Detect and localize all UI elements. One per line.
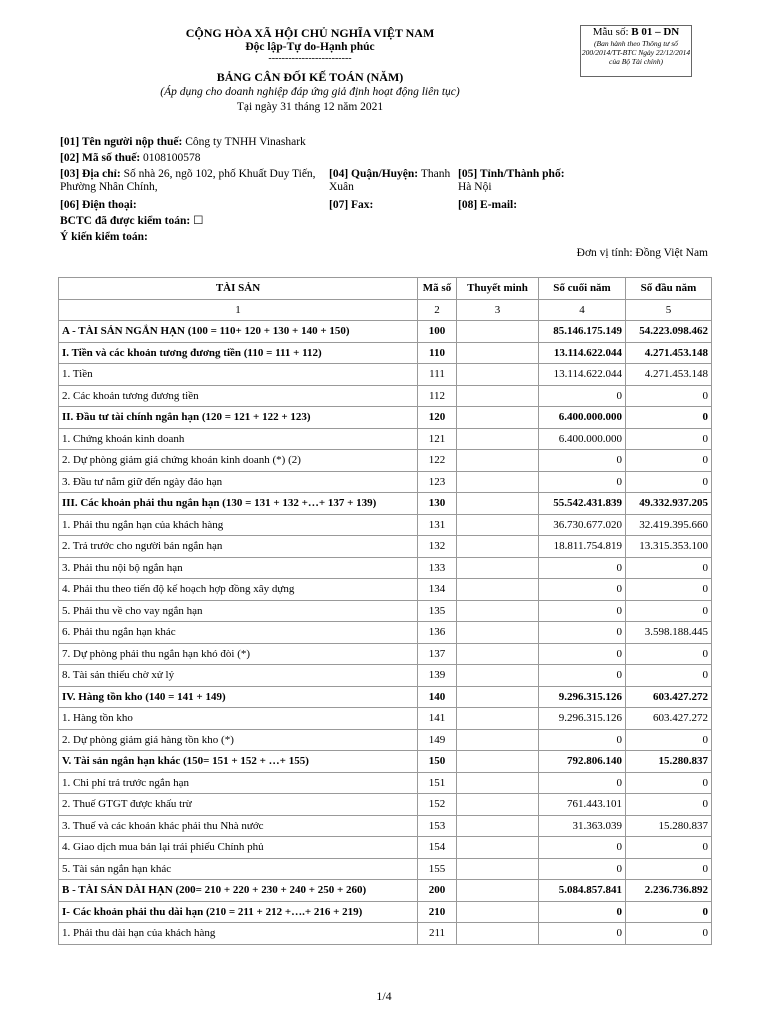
row-begin-value: 0 [626,385,712,407]
table-row [59,407,712,429]
table-row [59,837,712,859]
row-end-value: 0 [539,385,626,407]
table-row [59,321,712,343]
row-code: 130 [418,493,457,515]
row-code: 210 [418,901,457,923]
table-row [59,815,712,837]
taxcode-line: [02] Mã số thuế: 0108100578 [60,152,201,164]
phone-line: [06] Điện thoại: [60,199,137,211]
row-begin-value: 32.419.395.660 [626,514,712,536]
table-row [59,665,712,687]
row-note [457,385,539,407]
row-end-value: 55.542.431.839 [539,493,626,515]
row-end-value: 85.146.175.149 [539,321,626,343]
row-end-value: 0 [539,665,626,687]
row-code: 154 [418,837,457,859]
row-begin-value: 0 [626,837,712,859]
national-motto: Độc lập-Tự do-Hạnh phúc [245,41,375,53]
row-label: A - TÀI SẢN NGẮN HẠN (100 = 110+ 120 + 130 + 140 + 150) [59,321,418,343]
row-note [457,815,539,837]
table-header-row [59,278,712,300]
row-begin-value: 603.427.272 [626,686,712,708]
row-note [457,471,539,493]
row-code: 122 [418,450,457,472]
row-code: 133 [418,557,457,579]
row-label: I- Các khoản phải thu dài hạn (210 = 211 + 212 +….+ 216 + 219) [59,901,418,923]
row-end-value: 0 [539,772,626,794]
row-begin-value: 15.280.837 [626,815,712,837]
row-begin-value: 4.271.453.148 [626,342,712,364]
taxpayer-line: [01] Tên người nộp thuế: Công ty TNHH Vinashark [60,136,306,148]
row-end-value: 0 [539,579,626,601]
row-end-value: 9.296.315.126 [539,686,626,708]
row-begin-value: 15.280.837 [626,751,712,773]
row-note [457,686,539,708]
row-begin-value: 13.315.353.100 [626,536,712,558]
col-index: 5 [626,299,712,321]
row-note [457,794,539,816]
table-row [59,493,712,515]
row-note [457,579,539,601]
row-begin-value: 0 [626,729,712,751]
row-note [457,837,539,859]
district-block: [04] Quận/Huyện: Thanh Xuân [329,168,451,193]
table-index-row [59,299,712,321]
col-index: 1 [59,299,418,321]
row-label: 2. Trả trước cho người bán ngắn hạn [59,536,418,558]
row-label: II. Đầu tư tài chính ngắn hạn (120 = 121 + 122 + 123) [59,407,418,429]
table-row [59,901,712,923]
row-code: 211 [418,923,457,945]
row-begin-value: 0 [626,428,712,450]
form-code-note: (Ban hành theo Thông tư số 200/2014/TT-BTC Ngày 22/12/2014 của Bộ Tài chính) [581,39,691,66]
row-label: 7. Dự phòng phải thu ngắn hạn khó đòi (*) [59,643,418,665]
row-begin-value: 0 [626,794,712,816]
row-label: 8. Tài sản thiếu chờ xử lý [59,665,418,687]
row-note [457,665,539,687]
row-code: 112 [418,385,457,407]
col-header-code: Mã số [418,278,457,300]
row-label: 3. Thuế và các khoản khác phải thu Nhà nước [59,815,418,837]
table-row [59,622,712,644]
row-begin-value: 0 [626,450,712,472]
row-code: 141 [418,708,457,730]
row-label: 4. Phải thu theo tiến độ kế hoạch hợp đồng xây dựng [59,579,418,601]
row-end-value: 0 [539,450,626,472]
row-code: 136 [418,622,457,644]
row-begin-value: 0 [626,600,712,622]
table-row [59,643,712,665]
row-note [457,364,539,386]
fax-line: [07] Fax: [329,199,374,211]
row-note [457,729,539,751]
row-note [457,407,539,429]
row-end-value: 18.811.754.819 [539,536,626,558]
table-row [59,794,712,816]
row-begin-value: 2.236.736.892 [626,880,712,902]
col-index: 4 [539,299,626,321]
row-label: 1. Phải thu ngắn hạn của khách hàng [59,514,418,536]
row-note [457,858,539,880]
row-end-value: 0 [539,858,626,880]
row-code: 200 [418,880,457,902]
row-end-value: 0 [539,600,626,622]
row-end-value: 0 [539,837,626,859]
row-begin-value: 49.332.937.205 [626,493,712,515]
row-note [457,923,539,945]
table-row [59,923,712,945]
row-label: 1. Chi phí trả trước ngắn hạn [59,772,418,794]
row-code: 140 [418,686,457,708]
row-label: B - TÀI SẢN DÀI HẠN (200= 210 + 220 + 230 + 240 + 250 + 260) [59,880,418,902]
row-note [457,450,539,472]
row-code: 132 [418,536,457,558]
row-label: 1. Tiền [59,364,418,386]
col-header-end-of-year: Số cuối năm [539,278,626,300]
header-separator: ------------------------- [268,53,352,64]
table-row [59,514,712,536]
row-note [457,536,539,558]
row-label: 1. Phải thu dài hạn của khách hàng [59,923,418,945]
table-row [59,858,712,880]
row-code: 123 [418,471,457,493]
table-row [59,600,712,622]
row-end-value: 0 [539,901,626,923]
country-name: CỘNG HÒA XÃ HỘI CHỦ NGHĨA VIỆT NAM [185,26,435,40]
row-label: 2. Dự phòng giảm giá hàng tồn kho (*) [59,729,418,751]
row-begin-value: 4.271.453.148 [626,364,712,386]
table-row [59,557,712,579]
table-row [59,428,712,450]
row-label: 2. Dự phòng giảm giá chứng khoán kinh doanh (*) (2) [59,450,418,472]
row-end-value: 0 [539,622,626,644]
table-row [59,729,712,751]
row-label: 1. Hàng tồn kho [59,708,418,730]
row-label: 6. Phải thu ngắn hạn khác [59,622,418,644]
table-row [59,342,712,364]
table-row [59,708,712,730]
row-note [457,643,539,665]
report-date: Tại ngày 31 tháng 12 năm 2021 [236,101,384,113]
row-end-value: 0 [539,557,626,579]
row-code: 131 [418,514,457,536]
table-row [59,471,712,493]
row-end-value: 5.084.857.841 [539,880,626,902]
row-label: 5. Tài sản ngắn hạn khác [59,858,418,880]
row-note [457,901,539,923]
row-begin-value: 0 [626,772,712,794]
table-row [59,772,712,794]
row-label: V. Tài sản ngắn hạn khác (150= 151 + 152 + …+ 155) [59,751,418,773]
row-code: 139 [418,665,457,687]
row-begin-value: 54.223.098.462 [626,321,712,343]
row-end-value: 13.114.622.044 [539,364,626,386]
row-code: 110 [418,342,457,364]
audited-line: BCTC đã được kiểm toán: ☐ [60,215,204,227]
row-label: 2. Thuế GTGT được khấu trừ [59,794,418,816]
row-code: 153 [418,815,457,837]
row-end-value: 9.296.315.126 [539,708,626,730]
row-code: 100 [418,321,457,343]
row-label: 3. Đầu tư nắm giữ đến ngày đáo hạn [59,471,418,493]
table-row [59,450,712,472]
row-code: 152 [418,794,457,816]
table-row [59,751,712,773]
table-row [59,536,712,558]
row-label: 3. Phải thu nội bộ ngắn hạn [59,557,418,579]
row-end-value: 0 [539,729,626,751]
row-label: 4. Giao dịch mua bán lại trái phiếu Chính phủ [59,837,418,859]
balance-sheet-table [58,277,712,945]
row-end-value: 31.363.039 [539,815,626,837]
report-title [100,70,520,115]
email-line: [08] E-mail: [458,199,518,211]
row-begin-value: 0 [626,858,712,880]
audited-checkbox: ☐ [193,215,204,227]
row-begin-value: 0 [626,407,712,429]
row-code: 150 [418,751,457,773]
address-block: [03] Địa chỉ: Số nhà 26, ngõ 102, phố Khuất Duy Tiến, Phường Nhân Chính, [60,168,316,193]
row-note [457,514,539,536]
row-note [457,428,539,450]
row-end-value: 6.400.000.000 [539,428,626,450]
row-note [457,708,539,730]
row-code: 134 [418,579,457,601]
row-label: 1. Chứng khoán kinh doanh [59,428,418,450]
row-code: 120 [418,407,457,429]
col-index: 2 [418,299,457,321]
row-note [457,557,539,579]
row-begin-value: 0 [626,579,712,601]
row-note [457,772,539,794]
row-label: IV. Hàng tồn kho (140 = 141 + 149) [59,686,418,708]
row-note [457,493,539,515]
row-code: 121 [418,428,457,450]
row-note [457,622,539,644]
row-end-value: 0 [539,643,626,665]
col-index: 3 [457,299,539,321]
row-note [457,342,539,364]
audit-opinion-line: Ý kiến kiểm toán: [60,231,148,243]
form-code-box [580,25,692,77]
row-code: 149 [418,729,457,751]
row-begin-value: 0 [626,923,712,945]
form-code: Mẫu số: B 01 – DN [592,26,680,38]
row-end-value: 36.730.677.020 [539,514,626,536]
table-row [59,686,712,708]
col-header-note: Thuyết minh [457,278,539,300]
row-begin-value: 0 [626,643,712,665]
row-end-value: 0 [539,471,626,493]
row-code: 155 [418,858,457,880]
table-row [59,364,712,386]
report-subtitle: (Áp dụng cho doanh nghiệp đáp ứng giả định hoạt động liên tục) [160,86,460,98]
row-begin-value: 3.598.188.445 [626,622,712,644]
row-end-value: 6.400.000.000 [539,407,626,429]
row-code: 111 [418,364,457,386]
row-begin-value: 0 [626,901,712,923]
currency-unit: Đơn vị tính: Đồng Việt Nam [576,247,708,259]
row-end-value: 792.806.140 [539,751,626,773]
row-end-value: 761.443.101 [539,794,626,816]
row-note [457,751,539,773]
row-begin-value: 0 [626,665,712,687]
row-begin-value: 603.427.272 [626,708,712,730]
row-code: 135 [418,600,457,622]
row-label: 5. Phải thu về cho vay ngắn hạn [59,600,418,622]
row-label: 2. Các khoản tương đương tiền [59,385,418,407]
row-label: I. Tiền và các khoản tương đương tiền (110 = 111 + 112) [59,342,418,364]
province-block: [05] Tỉnh/Thành phố: Hà Nội [458,168,565,193]
table-row [59,385,712,407]
row-label: III. Các khoản phải thu ngắn hạn (130 = 131 + 132 +…+ 137 + 139) [59,493,418,515]
row-code: 151 [418,772,457,794]
row-begin-value: 0 [626,557,712,579]
col-header-start-of-year: Số đầu năm [626,278,712,300]
table-row [59,880,712,902]
row-note [457,600,539,622]
row-note [457,880,539,902]
report-title-main: BẢNG CÂN ĐỐI KẾ TOÁN (NĂM) [216,70,404,84]
row-end-value: 13.114.622.044 [539,342,626,364]
row-end-value: 0 [539,923,626,945]
row-code: 137 [418,643,457,665]
col-header-asset: TÀI SẢN [59,278,418,300]
row-begin-value: 0 [626,471,712,493]
row-note [457,321,539,343]
page-number: 1/4 [376,989,392,1003]
document-header [160,26,460,64]
table-row [59,579,712,601]
